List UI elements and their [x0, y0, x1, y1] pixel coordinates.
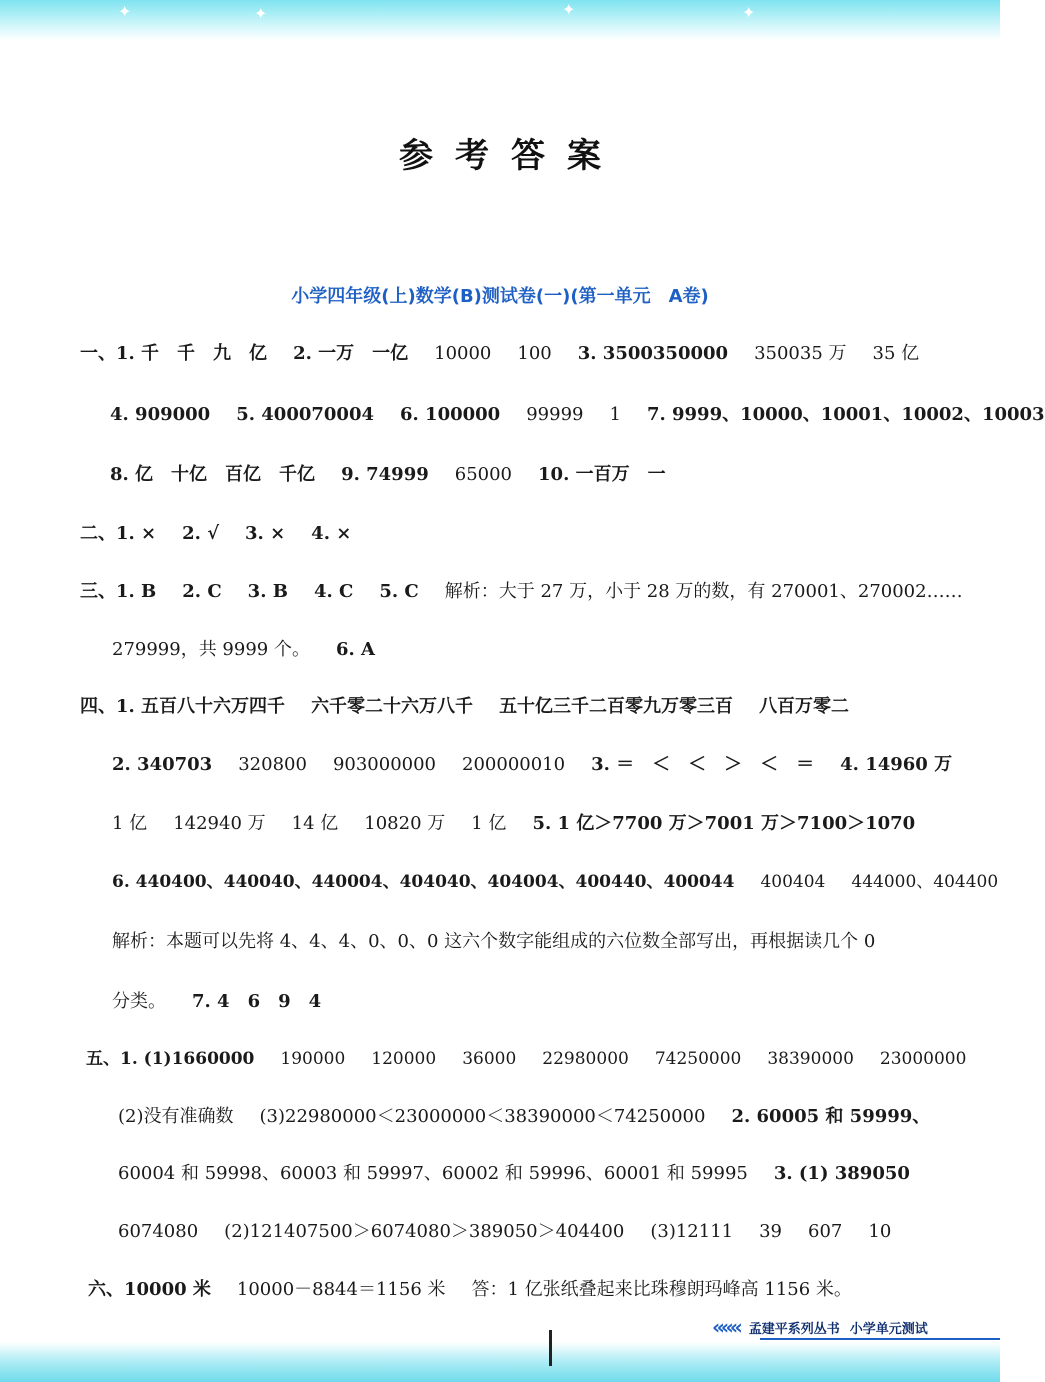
answer-item: 6. 100000 — [400, 404, 501, 425]
answer-line-8 — [112, 753, 952, 777]
top-decorative-band — [0, 0, 1000, 40]
answer-item: (2)121407500＞6074080＞389050＞404400 — [224, 1221, 625, 1242]
sparkle-icon: ✦ — [742, 3, 756, 22]
answer-item: 14 亿 — [291, 813, 339, 834]
answer-item: 三、1. B — [80, 581, 157, 602]
answer-item: 2. √ — [182, 523, 220, 544]
footer-brand — [712, 1314, 928, 1340]
answer-item: (3)12111 — [650, 1221, 734, 1242]
answer-item: 1 亿 — [112, 813, 148, 834]
answer-line-5 — [80, 580, 963, 604]
answer-item: 400404 — [760, 872, 826, 892]
answer-item: 36000 — [462, 1049, 517, 1069]
answer-item: 607 — [808, 1221, 843, 1242]
answer-line-13 — [86, 1047, 966, 1071]
answer-item: 279999，共 9999 个。 — [112, 639, 310, 660]
sparkle-icon: ✦ — [118, 2, 132, 21]
answer-line-3 — [110, 463, 666, 487]
answer-item: 38390000 — [767, 1049, 854, 1069]
answer-item: 903000000 — [332, 754, 437, 775]
page-title: 参考答案 — [399, 136, 623, 176]
answer-item: 四、1. 五百八十六万四千 — [80, 696, 286, 717]
answer-item: 3. ＝ ＜ ＜ ＞ ＜ ＝ — [591, 754, 815, 775]
answer-item: 190000 — [280, 1049, 346, 1069]
answer-item: 1 亿 — [471, 813, 507, 834]
answer-item: 6074080 — [118, 1221, 199, 1242]
answer-item: 200000010 — [462, 754, 566, 775]
answer-item: 9. 74999 — [341, 464, 429, 485]
answer-item: 7. 4 6 9 4 — [192, 991, 322, 1012]
series-name: 孟建平系列丛书 — [748, 1321, 840, 1337]
answer-item: 100 — [517, 343, 552, 364]
arrow-icon: ««« — [712, 1315, 739, 1339]
answer-item: 3. B — [247, 581, 288, 602]
answer-item: 3. 3500350000 — [577, 343, 729, 364]
answer-line-9 — [112, 812, 915, 836]
answer-item: 23000000 — [879, 1049, 967, 1069]
answer-item: 3. × — [245, 523, 286, 544]
answer-line-16 — [118, 1220, 891, 1244]
answer-line-17 — [88, 1278, 852, 1302]
answer-item: 2. 60005 和 59999、 — [731, 1106, 931, 1127]
answer-item: 35 亿 — [872, 343, 920, 364]
answer-item: 2. 340703 — [112, 754, 213, 775]
answer-line-11 — [112, 930, 875, 954]
sparkle-icon: ✦ — [562, 0, 576, 19]
answer-item: 5. C — [379, 581, 419, 602]
answer-item: 39 — [759, 1221, 783, 1242]
answer-item: 二、1. × — [80, 523, 157, 544]
answer-item: 一、1. 千 千 九 亿 — [80, 343, 268, 364]
book-name: 小学单元测试 — [849, 1321, 928, 1337]
analysis-text: 解析：大于 27 万，小于 28 万的数，有 270001、270002…… — [444, 581, 963, 602]
answer-item: 五十亿三千二百零九万零三百 — [499, 696, 734, 717]
analysis-text: 解析：本题可以先将 4、4、4、0、0、0 这六个数字能组成的六位数全部写出，再根据读几个 0 — [112, 931, 876, 952]
answer-item: 答：1 亿张纸叠起来比珠穆朗玛峰高 1156 米。 — [471, 1279, 852, 1300]
answer-item: 444000、404400 — [851, 872, 999, 892]
answer-item: 4. × — [311, 523, 352, 544]
answer-item: 4. C — [313, 581, 354, 602]
footer-rule — [760, 1338, 1000, 1340]
page-mark — [549, 1330, 552, 1366]
answer-item: 10. 一百万 一 — [538, 464, 666, 485]
answer-line-7 — [80, 695, 849, 719]
answer-item: 5. 400070004 — [236, 404, 374, 425]
answer-item: 10 — [868, 1221, 892, 1242]
test-subtitle: 小学四年级(上)数学(B)测试卷(一)(第一单元 A卷) — [291, 286, 709, 307]
answer-line-15 — [118, 1162, 910, 1186]
answer-item: 4. 14960 万 — [840, 754, 953, 775]
answer-item: 74250000 — [654, 1049, 742, 1069]
answer-item: 10000 — [434, 343, 492, 364]
answer-item: 八百万零二 — [759, 696, 850, 717]
answer-item: 4. 909000 — [110, 404, 211, 425]
answer-line-4 — [80, 522, 351, 546]
answer-item: 22980000 — [542, 1049, 629, 1069]
answer-item: 99999 — [526, 404, 584, 425]
answer-line-12 — [112, 990, 321, 1014]
answer-item: 142940 万 — [173, 813, 266, 834]
answer-item: (3)22980000＜23000000＜38390000＜74250000 — [259, 1106, 706, 1127]
answer-item: 3. (1) 389050 — [773, 1163, 910, 1184]
answer-item: 6. 440400、440040、440004、404040、404004、400440、400044 — [112, 872, 735, 892]
answer-item: 10820 万 — [364, 813, 446, 834]
bottom-decorative-band — [0, 1342, 1000, 1382]
answer-line-2 — [110, 403, 1045, 427]
answer-item: 6. A — [335, 639, 375, 660]
answer-item: 60004 和 59998、60003 和 59997、60002 和 59996、60001 和 59995 — [118, 1163, 748, 1184]
answer-item: 10000－8844＝1156 米 — [236, 1279, 446, 1300]
sparkle-icon: ✦ — [254, 4, 268, 23]
answer-item: 8. 亿 十亿 百亿 千亿 — [110, 464, 316, 485]
answer-item: 分类。 — [112, 991, 166, 1012]
answer-item: 2. C — [182, 581, 222, 602]
answer-item: 120000 — [371, 1049, 437, 1069]
answer-item: 320800 — [238, 754, 307, 775]
answer-line-1 — [80, 342, 919, 366]
answer-item: 2. 一万 一亿 — [293, 343, 409, 364]
answer-item: (2)没有准确数 — [118, 1106, 234, 1127]
answer-item: 六千零二十六万八千 — [311, 696, 474, 717]
answer-line-6 — [112, 638, 375, 662]
answer-item: 六、10000 米 — [88, 1279, 211, 1300]
answer-item: 65000 — [454, 464, 513, 485]
answer-line-14 — [118, 1105, 930, 1129]
answer-item: 350035 万 — [754, 343, 847, 364]
answer-item: 1 — [609, 404, 621, 425]
answer-item: 5. 1 亿＞7700 万＞7001 万＞7100＞1070 — [532, 813, 916, 834]
answer-item: 7. 9999、10000、10001、10002、10003 — [646, 404, 1045, 425]
answer-item: 五、1. (1)1660000 — [86, 1049, 255, 1069]
answer-line-10 — [112, 870, 998, 894]
